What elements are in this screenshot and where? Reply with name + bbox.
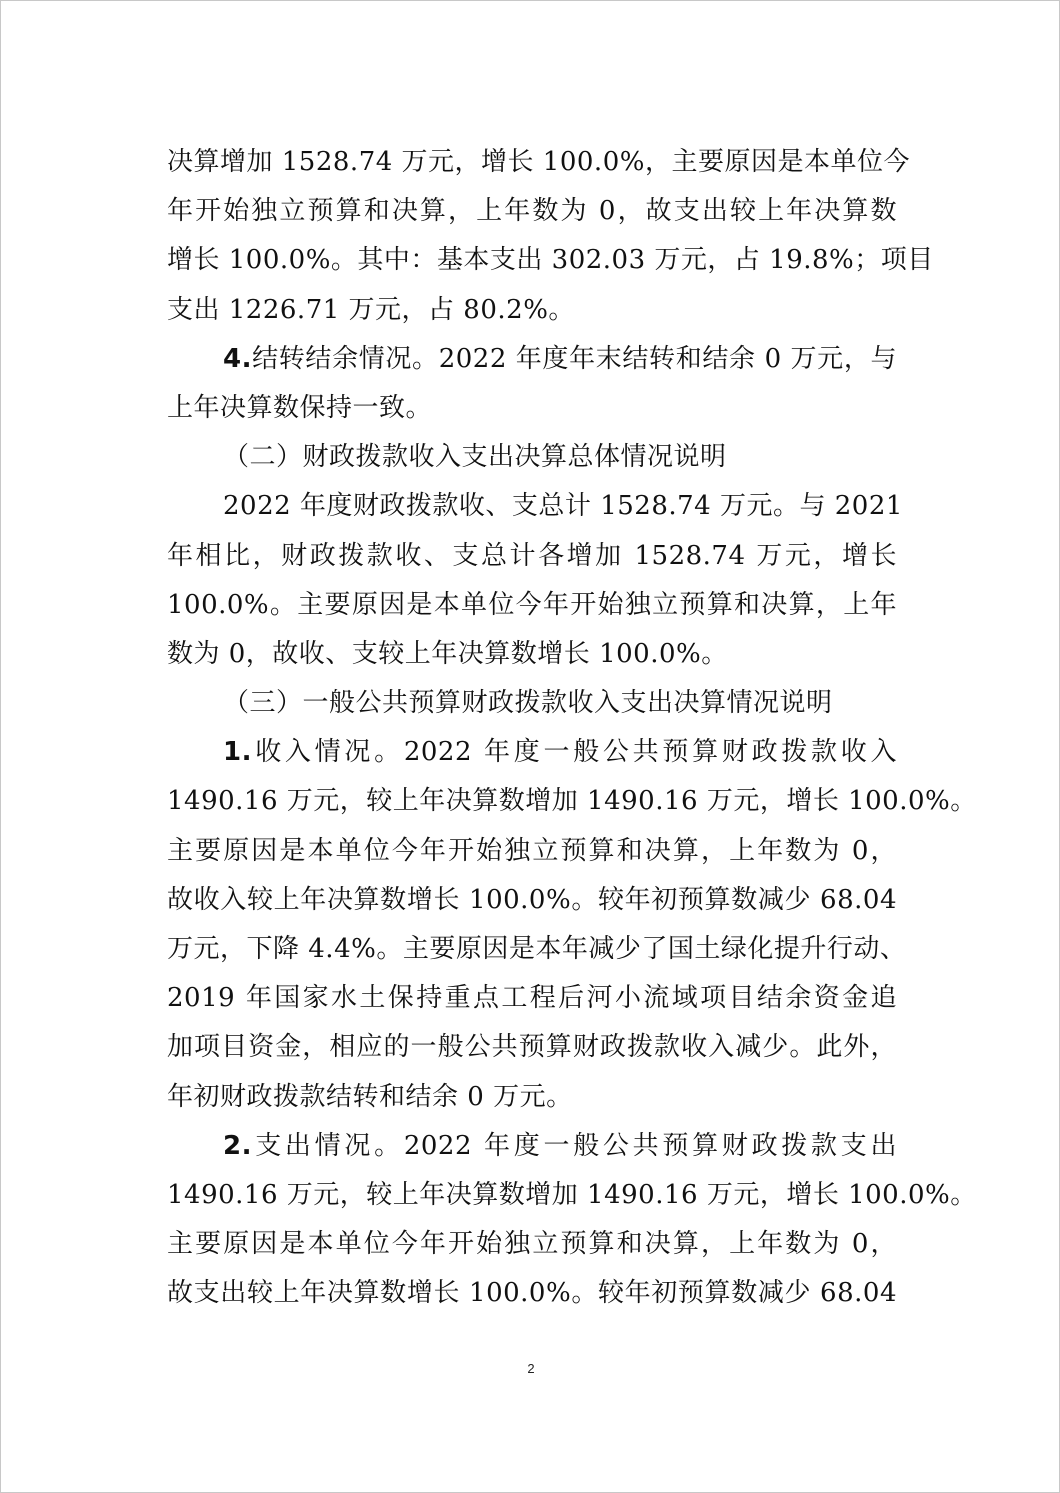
- section-income-heading: 1.收入情况。2022 年度一般公共预算财政拨款收入: [223, 737, 897, 768]
- text-line: 2019 年国家水土保持重点工程后河小流域项目结余资金追: [167, 983, 897, 1014]
- text-line: 1490.16 万元，较上年决算数增加 1490.16 万元，增长 100.0%。: [167, 1179, 977, 1210]
- page-number: 2: [527, 1361, 535, 1376]
- text-line: 故支出较上年决算数增长 100.0%。较年初预算数减少 68.04: [167, 1278, 897, 1309]
- section-expense-heading: 2.支出情况。2022 年度一般公共预算财政拨款支出: [223, 1130, 897, 1161]
- text-line: 万元，下降 4.4%。主要原因是本年减少了国土绿化提升行动、: [167, 934, 907, 964]
- document-body: [167, 138, 977, 1319]
- text-line: 主要原因是本单位今年开始独立预算和决算，上年数为 0，: [167, 835, 897, 866]
- text-line: 主要原因是本单位今年开始独立预算和决算，上年数为 0，: [167, 1229, 897, 1260]
- text-line: 2022 年度财政拨款收、支总计 1528.74 万元。与 2021: [223, 491, 903, 522]
- text-line: 加项目资金，相应的一般公共预算财政拨款收入减少。此外，: [167, 1032, 897, 1063]
- text-line: 决算增加 1528.74 万元，增长 100.0%，主要原因是本单位今: [167, 147, 910, 177]
- text-line: 支出 1226.71 万元，占 80.2%。: [167, 294, 575, 325]
- text-line: 100.0%。主要原因是本单位今年开始独立预算和决算，上年: [167, 589, 897, 620]
- text-line: 年相比，财政拨款收、支总计各增加 1528.74 万元，增长: [167, 540, 897, 571]
- text-line: 1490.16 万元，较上年决算数增加 1490.16 万元，增长 100.0%。: [167, 786, 977, 817]
- text-line: 上年决算数保持一致。: [167, 392, 433, 423]
- text-line: 故收入较上年决算数增长 100.0%。较年初预算数减少 68.04: [167, 884, 897, 915]
- text-line: 年初财政拨款结转和结余 0 万元。: [167, 1081, 573, 1112]
- section-heading-3: （三）一般公共预算财政拨款收入支出决算情况说明: [223, 688, 833, 719]
- section-heading-2: （二）财政拨款收入支出决算总体情况说明: [223, 442, 727, 473]
- section-number: 1.: [223, 737, 252, 768]
- section-number: 2.: [223, 1130, 252, 1161]
- text-line: 数为 0，故收、支较上年决算数增长 100.0%。: [167, 638, 728, 669]
- text-line: 增长 100.0%。其中：基本支出 302.03 万元，占 19.8%；项目: [167, 245, 934, 276]
- text-line: 年开始独立预算和决算，上年数为 0，故支出较上年决算数: [167, 196, 897, 227]
- section-carryover-heading: 4.结转结余情况。2022 年度年末结转和结余 0 万元，与: [223, 343, 897, 374]
- section-number: 4.: [223, 343, 252, 374]
